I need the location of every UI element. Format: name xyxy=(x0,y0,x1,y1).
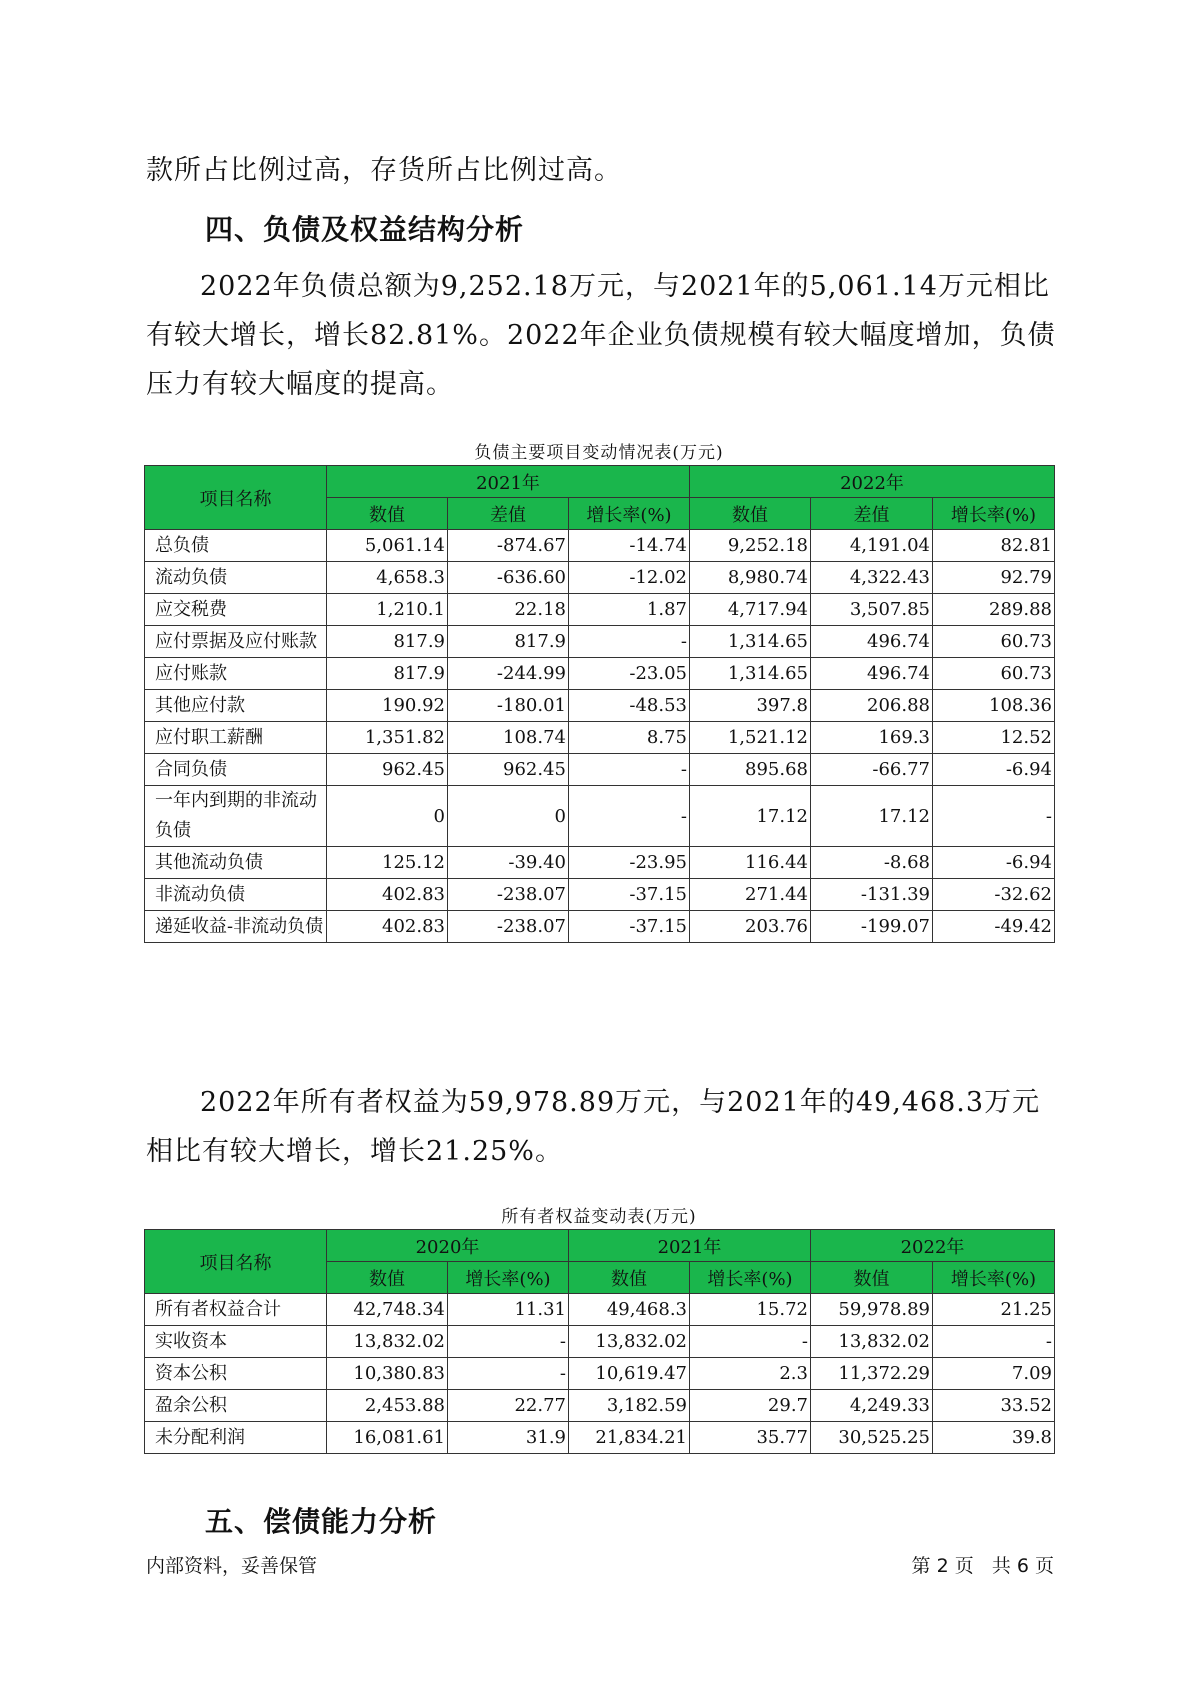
table-row xyxy=(145,594,1055,626)
subheader: 增长率(%) xyxy=(933,1262,1055,1294)
table-cell: 59,978.89 xyxy=(811,1294,933,1326)
table-row xyxy=(145,1390,1055,1422)
table-cell: 13,832.02 xyxy=(811,1326,933,1358)
table-row xyxy=(145,690,1055,722)
row-item-name: 总负债 xyxy=(145,530,327,562)
table-cell: - xyxy=(448,1358,569,1390)
table-cell: -6.94 xyxy=(933,847,1055,879)
row-item-name: 其他应付款 xyxy=(145,690,327,722)
table-cell: 11.31 xyxy=(448,1294,569,1326)
table-cell: 962.45 xyxy=(448,754,569,786)
table-cell: 10,619.47 xyxy=(569,1358,690,1390)
table-cell: -238.07 xyxy=(448,911,569,943)
row-item-name: 非流动负债 xyxy=(145,879,327,911)
table-cell: -6.94 xyxy=(933,754,1055,786)
table-cell: -180.01 xyxy=(448,690,569,722)
subheader: 数值 xyxy=(327,498,448,530)
table-cell: - xyxy=(933,1326,1055,1358)
subheader: 增长率(%) xyxy=(690,1262,811,1294)
row-item-name: 应付票据及应付账款 xyxy=(145,626,327,658)
table-cell: 496.74 xyxy=(811,626,933,658)
table-cell: -131.39 xyxy=(811,879,933,911)
table-row xyxy=(145,1326,1055,1358)
equity-table xyxy=(144,1229,1055,1454)
table-cell: -14.74 xyxy=(569,530,690,562)
subheader: 数值 xyxy=(811,1262,933,1294)
table-cell: 60.73 xyxy=(933,658,1055,690)
table-cell: 22.18 xyxy=(448,594,569,626)
table-row xyxy=(145,530,1055,562)
equity-paragraph: 2022年所有者权益为59,978.89万元，与2021年的49,468.3万元相比有较大增长，增长21.25%。 xyxy=(146,1087,1041,1167)
table-cell: 817.9 xyxy=(327,626,448,658)
item-name-header: 项目名称 xyxy=(145,466,327,530)
table-cell: 35.77 xyxy=(690,1422,811,1454)
table-cell: -37.15 xyxy=(569,879,690,911)
table-cell: -238.07 xyxy=(448,879,569,911)
table-cell: 206.88 xyxy=(811,690,933,722)
table-cell: - xyxy=(569,754,690,786)
year-header: 2021年 xyxy=(569,1230,811,1262)
table-cell: 1,210.1 xyxy=(327,594,448,626)
table-row xyxy=(145,658,1055,690)
table-cell: 13,832.02 xyxy=(569,1326,690,1358)
table-row xyxy=(145,722,1055,754)
table-cell: 496.74 xyxy=(811,658,933,690)
table-cell: 817.9 xyxy=(327,658,448,690)
table-cell: - xyxy=(569,626,690,658)
row-item-name: 其他流动负债 xyxy=(145,847,327,879)
intro-line: 款所占比例过高，存货所占比例过高。 xyxy=(146,155,622,186)
table-cell: 817.9 xyxy=(448,626,569,658)
row-item-name: 一年内到期的非流动负债 xyxy=(145,786,327,847)
table-row xyxy=(145,879,1055,911)
table-row xyxy=(145,754,1055,786)
table-cell: 1,351.82 xyxy=(327,722,448,754)
table-cell: 22.77 xyxy=(448,1390,569,1422)
table-cell: 3,182.59 xyxy=(569,1390,690,1422)
table-cell: 30,525.25 xyxy=(811,1422,933,1454)
table-cell: 12.52 xyxy=(933,722,1055,754)
table-cell: -636.60 xyxy=(448,562,569,594)
table-cell: 7.09 xyxy=(933,1358,1055,1390)
row-item-name: 实收资本 xyxy=(145,1326,327,1358)
table-cell: 1,314.65 xyxy=(690,626,811,658)
row-item-name: 应交税费 xyxy=(145,594,327,626)
table-cell: 31.9 xyxy=(448,1422,569,1454)
table-cell: 39.8 xyxy=(933,1422,1055,1454)
subheader: 增长率(%) xyxy=(569,498,690,530)
year-header: 2022年 xyxy=(690,466,1055,498)
row-item-name: 应付职工薪酬 xyxy=(145,722,327,754)
row-item-name: 应付账款 xyxy=(145,658,327,690)
table-cell: -23.05 xyxy=(569,658,690,690)
table-cell: - xyxy=(448,1326,569,1358)
section-4-paragraph: 2022年负债总额为9,252.18万元，与2021年的5,061.14万元相比有较大增长，增长82.81%。2022年企业负债规模有较大幅度增加，负债压力有较大幅度的提高。 xyxy=(146,271,1056,400)
table-cell: -8.68 xyxy=(811,847,933,879)
table-cell: 402.83 xyxy=(327,879,448,911)
subheader: 增长率(%) xyxy=(933,498,1055,530)
subheader: 数值 xyxy=(690,498,811,530)
row-item-name: 递延收益-非流动负债 xyxy=(145,911,327,943)
table-cell: 49,468.3 xyxy=(569,1294,690,1326)
table-cell: 60.73 xyxy=(933,626,1055,658)
table-cell: 17.12 xyxy=(811,786,933,847)
table-row xyxy=(145,626,1055,658)
table-cell: 11,372.29 xyxy=(811,1358,933,1390)
equity-table-caption: 所有者权益变动表(万元) xyxy=(501,1207,697,1227)
table-cell: 0 xyxy=(327,786,448,847)
table-cell: 289.88 xyxy=(933,594,1055,626)
table-cell: -66.77 xyxy=(811,754,933,786)
table-cell: 108.36 xyxy=(933,690,1055,722)
row-item-name: 所有者权益合计 xyxy=(145,1294,327,1326)
table-cell: - xyxy=(690,1326,811,1358)
table-cell: 4,717.94 xyxy=(690,594,811,626)
liability-table xyxy=(144,465,1055,943)
table-cell: 29.7 xyxy=(690,1390,811,1422)
liability-table-caption: 负债主要项目变动情况表(万元) xyxy=(474,443,724,463)
table-cell: 16,081.61 xyxy=(327,1422,448,1454)
table-cell: 169.3 xyxy=(811,722,933,754)
table-cell: 116.44 xyxy=(690,847,811,879)
table-row xyxy=(145,786,1055,847)
table-cell: 4,322.43 xyxy=(811,562,933,594)
row-item-name: 流动负债 xyxy=(145,562,327,594)
subheader: 增长率(%) xyxy=(448,1262,569,1294)
footer-confidential-note: 内部资料，妥善保管 xyxy=(146,1555,318,1577)
table-cell: 33.52 xyxy=(933,1390,1055,1422)
table-cell: 1.87 xyxy=(569,594,690,626)
table-cell: -23.95 xyxy=(569,847,690,879)
table-cell: 10,380.83 xyxy=(327,1358,448,1390)
table-cell: 397.8 xyxy=(690,690,811,722)
table-cell: -874.67 xyxy=(448,530,569,562)
table-cell: -12.02 xyxy=(569,562,690,594)
table-cell: 4,249.33 xyxy=(811,1390,933,1422)
row-item-name: 未分配利润 xyxy=(145,1422,327,1454)
section-5-heading: 五、偿债能力分析 xyxy=(205,1505,438,1538)
year-header: 2020年 xyxy=(327,1230,569,1262)
table-cell: 1,314.65 xyxy=(690,658,811,690)
table-cell: -199.07 xyxy=(811,911,933,943)
table-cell: 108.74 xyxy=(448,722,569,754)
table-cell: 42,748.34 xyxy=(327,1294,448,1326)
table-cell: 8,980.74 xyxy=(690,562,811,594)
table-cell: 17.12 xyxy=(690,786,811,847)
year-header: 2022年 xyxy=(811,1230,1055,1262)
table-cell: -32.62 xyxy=(933,879,1055,911)
table-cell: 190.92 xyxy=(327,690,448,722)
table-row xyxy=(145,1422,1055,1454)
table-cell: 895.68 xyxy=(690,754,811,786)
row-item-name: 盈余公积 xyxy=(145,1390,327,1422)
table-cell: 21.25 xyxy=(933,1294,1055,1326)
item-name-header: 项目名称 xyxy=(145,1230,327,1294)
table-cell: 8.75 xyxy=(569,722,690,754)
table-cell: 2,453.88 xyxy=(327,1390,448,1422)
table-cell: 21,834.21 xyxy=(569,1422,690,1454)
subheader: 差值 xyxy=(448,498,569,530)
table-cell: 4,658.3 xyxy=(327,562,448,594)
table-row xyxy=(145,1294,1055,1326)
table-cell: - xyxy=(569,786,690,847)
table-row xyxy=(145,562,1055,594)
table-cell: 125.12 xyxy=(327,847,448,879)
row-item-name: 合同负债 xyxy=(145,754,327,786)
table-cell: 5,061.14 xyxy=(327,530,448,562)
subheader: 数值 xyxy=(569,1262,690,1294)
table-cell: -244.99 xyxy=(448,658,569,690)
subheader: 差值 xyxy=(811,498,933,530)
table-cell: -48.53 xyxy=(569,690,690,722)
table-cell: 962.45 xyxy=(327,754,448,786)
subheader: 数值 xyxy=(327,1262,448,1294)
table-cell: 203.76 xyxy=(690,911,811,943)
table-cell: - xyxy=(933,786,1055,847)
year-header: 2021年 xyxy=(327,466,690,498)
table-cell: -39.40 xyxy=(448,847,569,879)
table-cell: 4,191.04 xyxy=(811,530,933,562)
table-row xyxy=(145,1358,1055,1390)
section-4-heading: 四、负债及权益结构分析 xyxy=(205,213,525,246)
table-cell: 15.72 xyxy=(690,1294,811,1326)
footer-page-number: 第 2 页 共 6 页 xyxy=(911,1555,1054,1577)
table-row xyxy=(145,911,1055,943)
table-cell: -49.42 xyxy=(933,911,1055,943)
row-item-name: 资本公积 xyxy=(145,1358,327,1390)
table-cell: 1,521.12 xyxy=(690,722,811,754)
table-cell: 82.81 xyxy=(933,530,1055,562)
table-cell: 13,832.02 xyxy=(327,1326,448,1358)
table-cell: 9,252.18 xyxy=(690,530,811,562)
table-cell: 2.3 xyxy=(690,1358,811,1390)
table-cell: 402.83 xyxy=(327,911,448,943)
table-cell: 0 xyxy=(448,786,569,847)
table-cell: 3,507.85 xyxy=(811,594,933,626)
table-cell: 271.44 xyxy=(690,879,811,911)
table-cell: -37.15 xyxy=(569,911,690,943)
table-cell: 92.79 xyxy=(933,562,1055,594)
table-row xyxy=(145,847,1055,879)
